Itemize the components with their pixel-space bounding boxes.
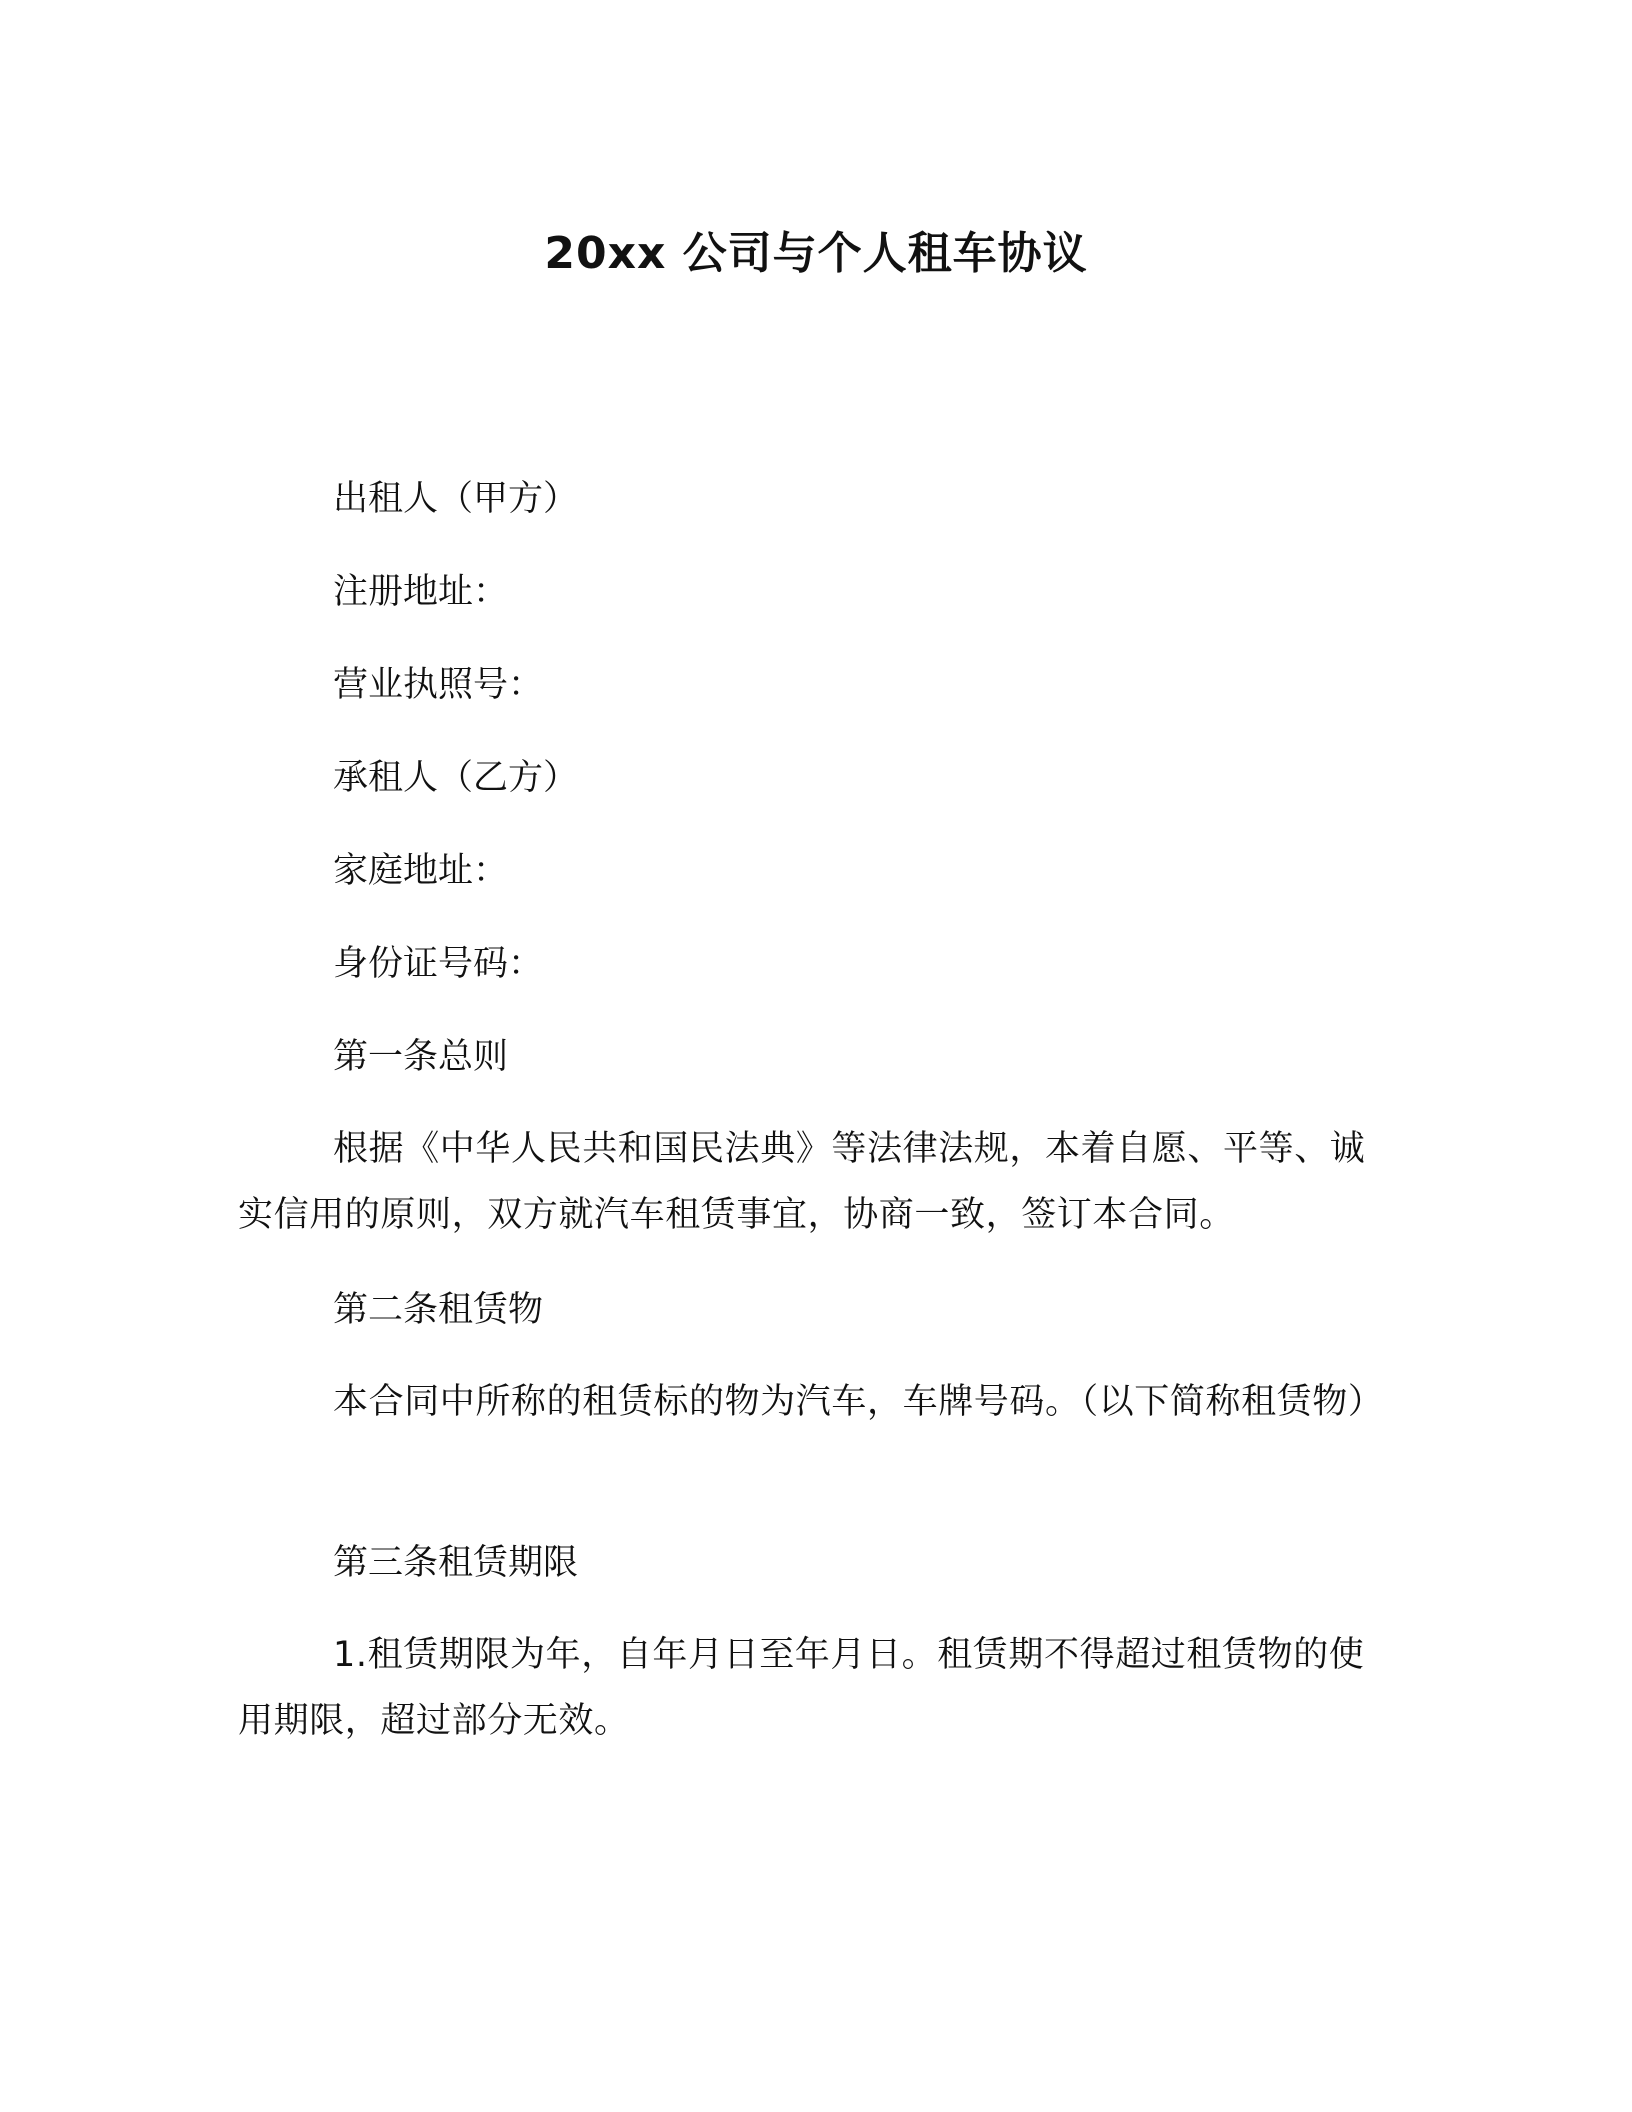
article2-heading: 第二条租赁物 (333, 1290, 544, 1330)
article1-text: 根据《中华人民共和国民法典》等法律法规，本着自愿、平等、诚实信用的原则，双方就汽车租赁事宜，协商一致，签订本合同。 (238, 1129, 1366, 1235)
article2-text: 本合同中所称的租赁标的物为汽车，车牌号码。（以下简称租赁物） (333, 1382, 1384, 1422)
article3-heading: 第三条租赁期限 (333, 1543, 579, 1583)
registered-address-label: 注册地址： (333, 572, 509, 612)
home-address-label: 家庭地址： (333, 851, 509, 891)
party-b-label: 承租人（乙方） (333, 758, 579, 798)
document-title: 20xx 公司与个人租车协议 (544, 228, 1088, 279)
article1-heading: 第一条总则 (333, 1037, 509, 1077)
article3-item1: 1.租赁期限为年，自年月日至年月日。租赁期不得超过租赁物的使用期限，超过部分无效。 (238, 1635, 1365, 1741)
id-number-label: 身份证号码： (333, 944, 544, 984)
business-license-label: 营业执照号： (333, 665, 544, 705)
party-a-label: 出租人（甲方） (333, 479, 579, 519)
